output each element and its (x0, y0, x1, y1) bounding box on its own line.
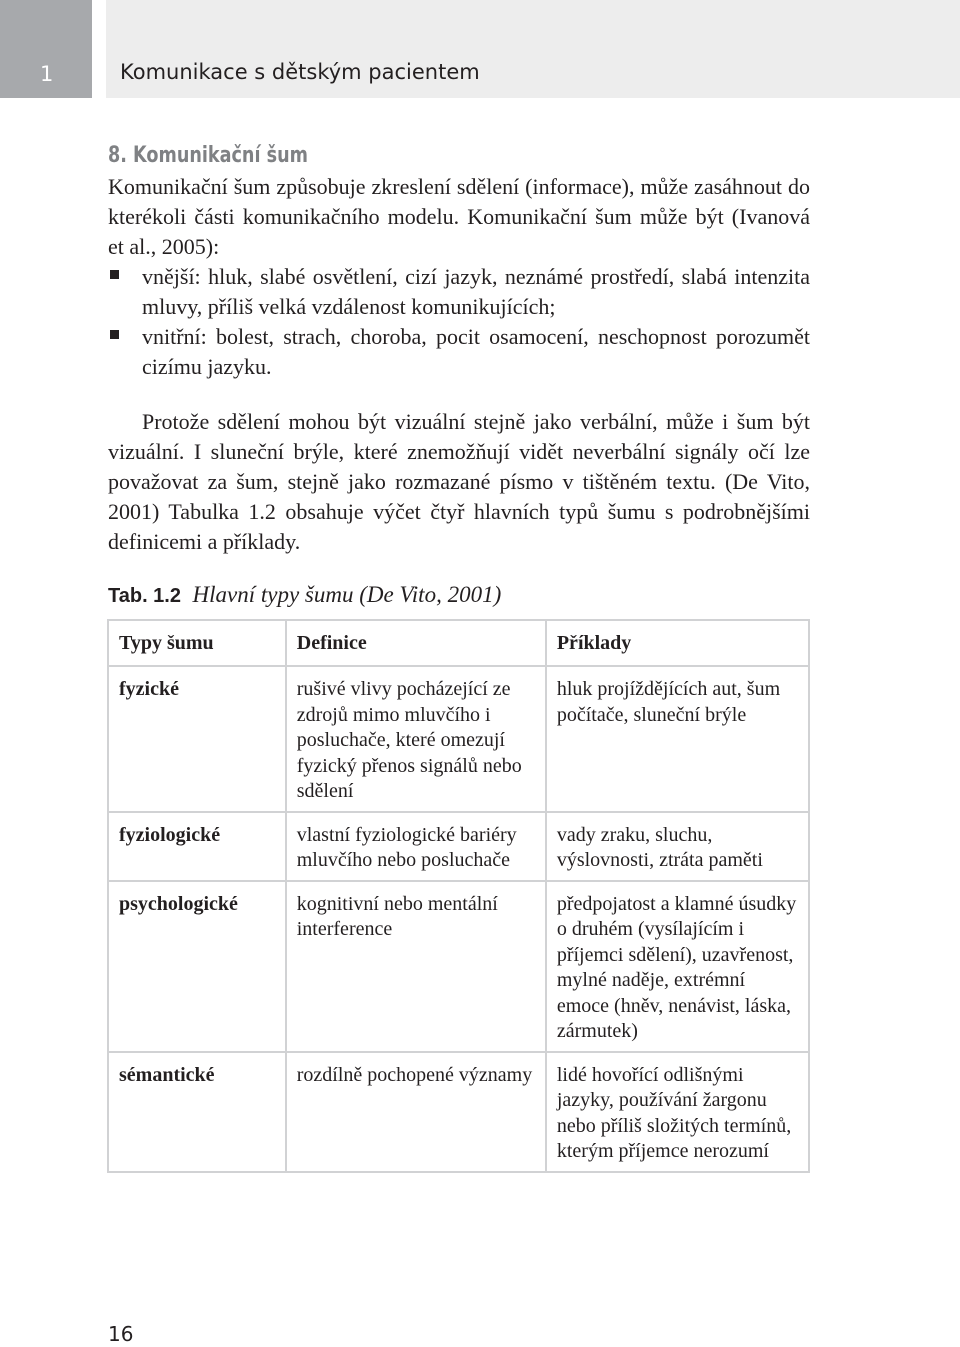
cell-type: fyzické (108, 666, 286, 812)
bullet-square-icon (110, 270, 119, 279)
cell-examples: vady zraku, sluchu, výslovnosti, ztráta paměti (546, 812, 809, 881)
cell-type: psychologické (108, 881, 286, 1052)
table-caption (108, 582, 501, 608)
cell-definition: kognitivní nebo mentální interference (286, 881, 546, 1052)
cell-examples: hluk projíždějících aut, šum počítače, sluneční brýle (546, 666, 809, 812)
column-header-definition: Definice (286, 620, 546, 666)
cell-definition: rušivé vlivy pocházející ze zdrojů mimo mluvčího i posluchače, které omezují fyzický přenos signálů nebo sdělení (286, 666, 546, 812)
table-row (108, 812, 809, 881)
body-paragraph: Protože sdělení mohou být vizuální stejně jako verbální, může i šum být vizuální. I sluneční brýle, které znemožňují vidět neverbální signály očí lze považovat za šum, stejně jako rozmazané písmo v tištěném textu. (De Vito, 2001) Tabulka 1.2 obsahuje výčet čtyř hlavních typů šumu s podrobnějšími definicemi a příklady. (108, 409, 810, 554)
column-header-examples: Příklady (546, 620, 809, 666)
cell-examples: lidé hovořící odlišnými jazyky, používání žargonu nebo příliš složitých termínů, kterým příjemce nerozumí (546, 1052, 809, 1172)
noise-types-table-wrapper (107, 619, 810, 1173)
section-heading: 8. Komunikační šum (108, 143, 308, 168)
chapter-number-box (0, 0, 92, 98)
list-item-text: vnější: hluk, slabé osvětlení, cizí jazyk, neznámé prostředí, slabá intenzita mluvy, příliš velká vzdálenost komunikujících; (142, 264, 810, 319)
chapter-number: 1 (40, 62, 54, 86)
intro-paragraph: Komunikační šum způsobuje zkreslení sdělení (informace), může zasáhnout do kterékoli části komunikačního modelu. Komunikační šum může být (Ivanová et al., 2005): (108, 174, 810, 259)
body-block (108, 407, 810, 557)
running-header (106, 0, 960, 98)
cell-definition: rozdílně pochopené významy (286, 1052, 546, 1172)
column-header-types: Typy šumu (108, 620, 286, 666)
list-item-text: vnitřní: bolest, strach, choroba, pocit osamocení, neschopnost porozumět cizímu jazyku. (142, 324, 810, 379)
cell-type: sémantické (108, 1052, 286, 1172)
table-caption-title: Hlavní typy šumu (De Vito, 2001) (192, 582, 502, 607)
table-row (108, 1052, 809, 1172)
cell-definition: vlastní fyziologické bariéry mluvčího nebo posluchače (286, 812, 546, 881)
bullet-square-icon (110, 330, 119, 339)
intro-block (108, 172, 810, 262)
list-item (108, 322, 810, 382)
noise-types-table (107, 619, 810, 1173)
list-item (108, 262, 810, 322)
table-row (108, 666, 809, 812)
table-caption-label: Tab. 1.2 (108, 585, 181, 607)
cell-type: fyziologické (108, 812, 286, 881)
page-number: 16 (108, 1322, 134, 1346)
noise-list (108, 262, 810, 382)
chapter-title: Komunikace s dětským pacientem (120, 60, 480, 84)
cell-examples: předpojatost a klamné úsudky o druhém (vysílajícím i příjemci sdělení), uzavřenost, mylné naděje, extrémní emoce (hněv, nenávist, láska, zármutek) (546, 881, 809, 1052)
table-row (108, 881, 809, 1052)
table-header-row (108, 620, 809, 666)
